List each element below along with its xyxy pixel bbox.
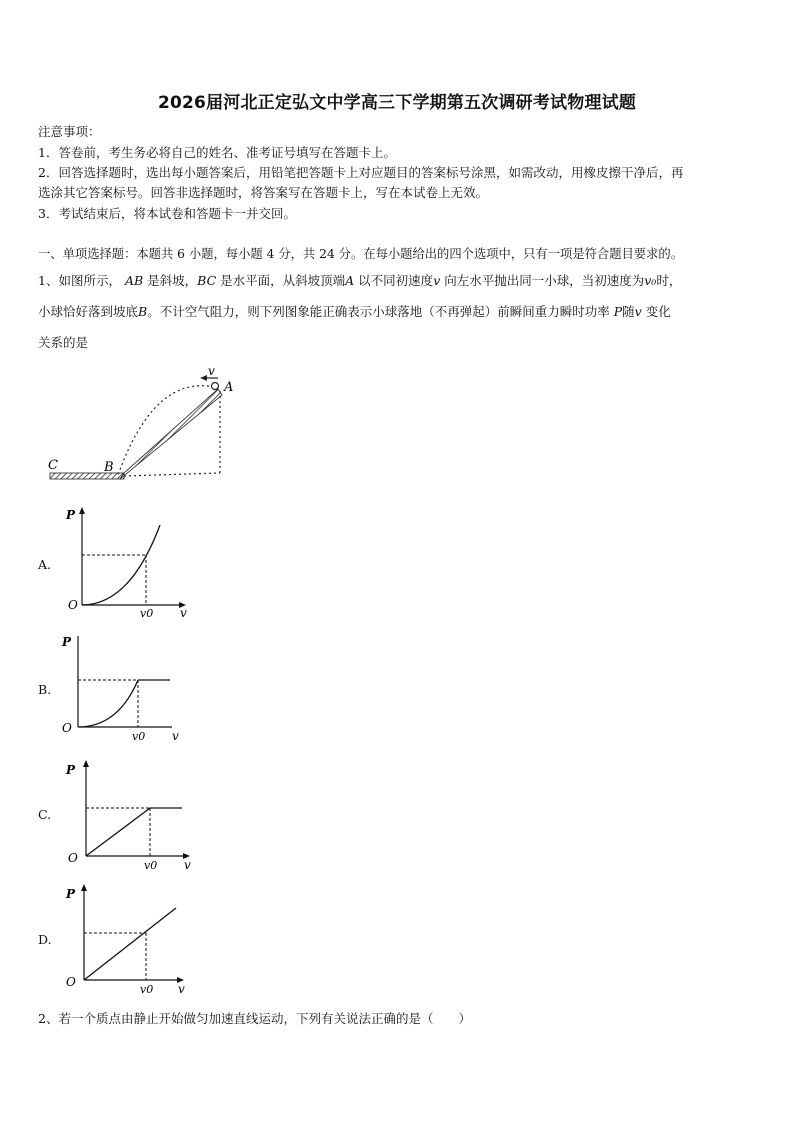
x-label: v bbox=[178, 982, 185, 996]
y-label: P bbox=[66, 763, 76, 777]
curve bbox=[78, 680, 138, 727]
notice-item-3: 3．考试结束后，将本试卷和答题卡一并交回。 bbox=[38, 206, 296, 221]
q1-text: 以不同初速度 bbox=[358, 273, 434, 288]
q1-var: BC bbox=[197, 273, 217, 288]
q1-var: v₀ bbox=[644, 273, 657, 288]
baseline-dotted bbox=[124, 473, 220, 476]
label-c: C bbox=[48, 458, 58, 473]
ramp-line bbox=[84, 908, 176, 980]
q1-line-1 bbox=[38, 271, 681, 289]
q1-text: 是斜坡， bbox=[147, 273, 198, 288]
y-label: P bbox=[66, 887, 76, 901]
q1-var: P bbox=[613, 304, 623, 319]
q1-var: B bbox=[138, 304, 148, 319]
notice-heading: 注意事项： bbox=[38, 124, 101, 139]
label-a: A bbox=[224, 380, 234, 395]
notice-item-1: 1．答卷前，考生务必将自己的姓名、准考证号填写在答题卡上。 bbox=[38, 145, 396, 160]
q2-text: 2、若一个质点由静止开始做匀加速直线运动，下列有关说法正确的是（ ） bbox=[38, 1011, 471, 1026]
option-c-label: C. bbox=[38, 807, 52, 822]
q1-var: AB bbox=[124, 273, 144, 288]
tick-label: v0 bbox=[140, 607, 154, 620]
option-b-graph bbox=[58, 632, 198, 747]
q1-text: 随 bbox=[622, 304, 635, 319]
q1-text: 时， bbox=[656, 273, 682, 288]
x-label: v bbox=[180, 606, 187, 620]
q1-text: 向左水平抛出同一小球，当初速度为 bbox=[444, 273, 645, 288]
y-label: P bbox=[62, 635, 72, 649]
q1-var: v bbox=[433, 273, 441, 288]
slope-figure bbox=[44, 365, 244, 485]
ball bbox=[212, 383, 219, 390]
origin-label: O bbox=[62, 721, 72, 735]
velocity-arrowhead bbox=[200, 375, 207, 381]
q1-text: 。不计空气阻力，则下列图象能正确表示小球落地（不再弹起）前瞬间重力瞬时功率 bbox=[147, 304, 610, 319]
option-d-label: D. bbox=[38, 932, 52, 947]
option-a-label: A. bbox=[38, 557, 52, 572]
q1-text: 1、如图所示， bbox=[38, 273, 121, 288]
y-axis-arrow bbox=[79, 507, 85, 514]
tick-label: v0 bbox=[144, 859, 158, 872]
origin-label: O bbox=[68, 851, 78, 865]
x-label: v bbox=[184, 858, 191, 872]
notice-item-2-cont: 选涂其它答案标号。回答非选择题时，将答案写在答题卡上，写在本试卷上无效。 bbox=[38, 185, 489, 200]
option-c-graph bbox=[60, 758, 200, 873]
label-b: B bbox=[104, 460, 114, 475]
x-label: v bbox=[172, 729, 179, 743]
origin-label: O bbox=[66, 975, 76, 989]
trajectory-dotted bbox=[118, 386, 214, 475]
origin-label: O bbox=[68, 598, 78, 612]
q1-text: 是水平面，从斜坡顶端 bbox=[220, 273, 346, 288]
section-heading: 一、单项选择题：本题共 6 小题，每小题 4 分，共 24 分。在每小题给出的四个选项中，只有一项是符合题目要求的。 bbox=[38, 247, 683, 261]
y-axis-arrow bbox=[83, 760, 89, 767]
slope-ab bbox=[120, 389, 222, 479]
q1-text: 小球恰好落到坡底 bbox=[38, 304, 139, 319]
q1-var: v bbox=[634, 304, 642, 319]
q1-text: 变化 bbox=[645, 304, 671, 319]
option-b-label: B. bbox=[38, 682, 52, 697]
q1-var: A bbox=[345, 273, 355, 288]
notice-item-2: 2．回答选择题时，选出每小题答案后，用铅笔把答题卡上对应题目的答案标号涂黑，如需改动，用橡皮擦干净后，再 bbox=[38, 165, 684, 180]
q1-line-2 bbox=[38, 302, 671, 320]
y-axis-arrow bbox=[81, 884, 87, 891]
option-d-graph bbox=[60, 882, 200, 997]
ramp-line bbox=[86, 808, 150, 856]
tick-label: v0 bbox=[140, 983, 154, 996]
y-label: P bbox=[66, 508, 76, 522]
curve bbox=[82, 525, 160, 605]
label-v: v bbox=[208, 364, 215, 378]
page-title: 2026届河北正定弘文中学高三下学期第五次调研考试物理试题 bbox=[157, 93, 637, 113]
q1-line-3: 关系的是 bbox=[38, 335, 89, 350]
option-a-graph bbox=[60, 505, 200, 620]
tick-label: v0 bbox=[132, 730, 146, 743]
